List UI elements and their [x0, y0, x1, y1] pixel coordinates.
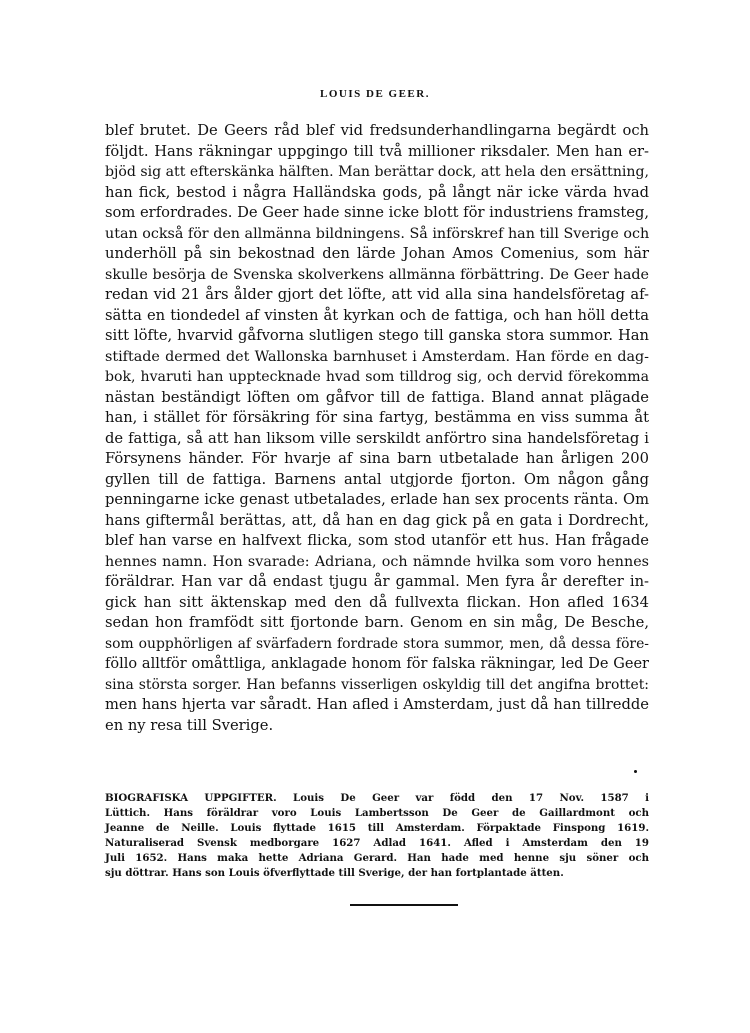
text-line: föllo alltför omåttliga, anklagade honom för falska räkningar, led De Geer — [105, 656, 649, 672]
text-line: som oupphörligen af svärfadern fordrade stora summor, men, då dessa före- — [105, 635, 649, 652]
text-line: blef han varse en halfvext flicka, som stod utanför ett hus. Han frågade — [105, 532, 649, 549]
text-line: bok, hvaruti han upptecknade hvad som tilldrog sig, och dervid förekomma — [105, 369, 649, 385]
body-text — [105, 121, 649, 736]
text-line: sedan hon framfödt sitt fjortonde barn. Genom en sin måg, De Besche, — [105, 614, 649, 631]
text-line: föräldrar. Han var då endast tjugu år gammal. Men fyra år derefter in- — [105, 573, 649, 590]
text-line: bjöd sig att efterskänka hälften. Man berättar dock, att hela den ersättning, — [105, 164, 649, 180]
text-line: penningarne icke genast utbetalades, erlade han sex procents ränta. Om — [105, 491, 649, 508]
footnote-line: Naturaliserad Svensk medborgare 1627 Adlad 1641. Afled i Amsterdam den 19 — [105, 837, 649, 849]
running-head: LOUIS DE GEER. — [320, 88, 430, 100]
text-line: stiftade dermed det Wallonska barnhuset i Amsterdam. Han förde en dag- — [105, 348, 649, 365]
text-line: blef brutet. De Geers råd blef vid fredsunderhandlingarna begärdt och — [105, 122, 649, 139]
text-line: Försynens händer. För hvarje af sina barn utbetalade han årligen 200 — [105, 450, 649, 467]
footnote-line: sju döttrar. Hans son Louis öfverflyttade till Sverige, der han fortplantade ätten. — [105, 867, 564, 879]
text-line: han, i stället för försäkring för sina fartyg, bestämma en viss summa åt — [105, 409, 649, 426]
footnote-line: Lüttich. Hans föräldrar voro Louis Lambertsson De Geer de Gaillardmont och — [105, 807, 649, 819]
text-line: sina största sorger. Han befanns visserligen oskyldig till det angifna brottet: — [105, 676, 649, 693]
text-line: nästan beständigt löften om gåfvor till de fattiga. Bland annat plägade — [105, 388, 649, 406]
text-line: utan också för den allmänna bildningens. Så införskref han till Sverige och — [105, 225, 650, 242]
text-line: sätta en tiondedel af vinsten åt kyrkan och de fattiga, och han höll detta — [105, 306, 649, 324]
footnote-line: Jeanne de Neille. Louis flyttade 1615 till Amsterdam. Förpaktade Finspong 1619. — [105, 822, 649, 834]
text-line: som erfordrades. De Geer hade sinne icke blott för industriens framsteg, — [105, 204, 650, 221]
text-line: gyllen till de fattiga. Barnens antal utgjorde fjorton. Om någon gång — [105, 470, 649, 488]
text-line: redan vid 21 års ålder gjort det löfte, att vid alla sina handelsföretag af- — [105, 286, 649, 303]
footnote-biography — [105, 791, 649, 881]
text-line: men hans hjerta var såradt. Han afled i Amsterdam, just då han tillredde — [105, 696, 649, 713]
text-line: han fick, bestod i några Halländska gods, på långt när icke värda hvad — [105, 183, 649, 201]
text-line: hans giftermål berättas, att, då han en dag gick på en gata i Dordrecht, — [105, 511, 649, 529]
end-rule — [350, 904, 458, 906]
text-line: skulle besörja de Svenska skolverkens allmänna förbättring. De Geer hade — [105, 266, 649, 283]
text-line: hennes namn. Hon svarade: Adriana, och nämnde hvilka som voro hennes — [105, 553, 649, 570]
text-line: följdt. Hans räkningar uppgingo till två millioner riksdaler. Men han er- — [105, 142, 649, 160]
text-line: underhöll på sin bekostnad den lärde Johan Amos Comenius, som här — [105, 245, 649, 262]
text-line: sitt löfte, hvarvid gåfvorna slutligen stego till ganska stora summor. Han — [105, 327, 649, 344]
text-line: gick han sitt äktenskap med den då fullvexta flickan. Hon afled 1634 — [105, 593, 649, 611]
stray-dot — [634, 770, 637, 773]
footnote-line: Juli 1652. Hans maka hette Adriana Gerard. Han hade med henne sju söner och — [105, 852, 649, 864]
text-line: en ny resa till Sverige. — [105, 716, 274, 734]
text-line: de fattiga, så att han liksom ville serskildt anförtro sina handelsföretag i — [105, 429, 649, 447]
footnote-line: BIOGRAFISKA UPPGIFTER. Louis De Geer var född den 17 Nov. 1587 i — [105, 792, 649, 804]
